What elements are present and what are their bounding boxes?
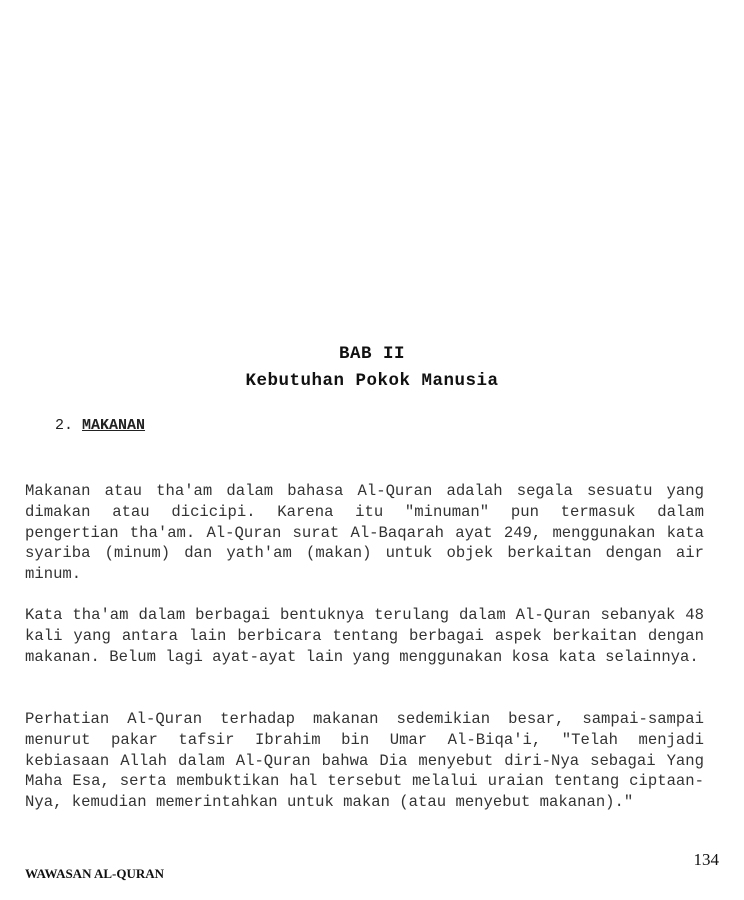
page-number: 134 bbox=[693, 850, 719, 869]
section-title: MAKANAN bbox=[82, 417, 146, 434]
paragraph: Makanan atau tha'am dalam bahasa Al-Quran adalah segala sesuatu yang dimakan atau dicicipi. Karena itu "minuman" pun termasuk dalam pengertian tha'am. Al-Quran surat Al-Baqarah ayat 249, menggunakan kata syariba (minum) dan yath'am (makan) untuk objek berkaitan dengan air minum. bbox=[25, 482, 704, 584]
section-heading bbox=[55, 417, 145, 434]
chapter-title: Kebutuhan Pokok Manusia bbox=[245, 371, 499, 391]
section-number: 2. bbox=[55, 417, 74, 434]
chapter-number: BAB II bbox=[338, 344, 405, 364]
paragraph: Perhatian Al-Quran terhadap makanan sedemikian besar, sampai-sampai menurut pakar tafsir Ibrahim bin Umar Al-Biqa'i, "Telah menjadi kebiasaan Allah dalam Al-Quran bahwa Dia menyebut diri-Nya sebagai Yang Maha Esa, serta membuktikan hal tersebut melalui uraian tentang ciptaan-Nya, kemudian memerintahkan untuk makan (atau menyebut makanan)." bbox=[25, 710, 704, 812]
footer-book-title: WAWASAN AL-QURAN bbox=[25, 866, 165, 881]
paragraph: Kata tha'am dalam berbagai bentuknya terulang dalam Al-Quran sebanyak 48 kali yang antara lain berbicara tentang berbagai aspek berkaitan dengan makanan. Belum lagi ayat-ayat lain yang menggunakan kosa kata selainnya. bbox=[25, 606, 704, 666]
